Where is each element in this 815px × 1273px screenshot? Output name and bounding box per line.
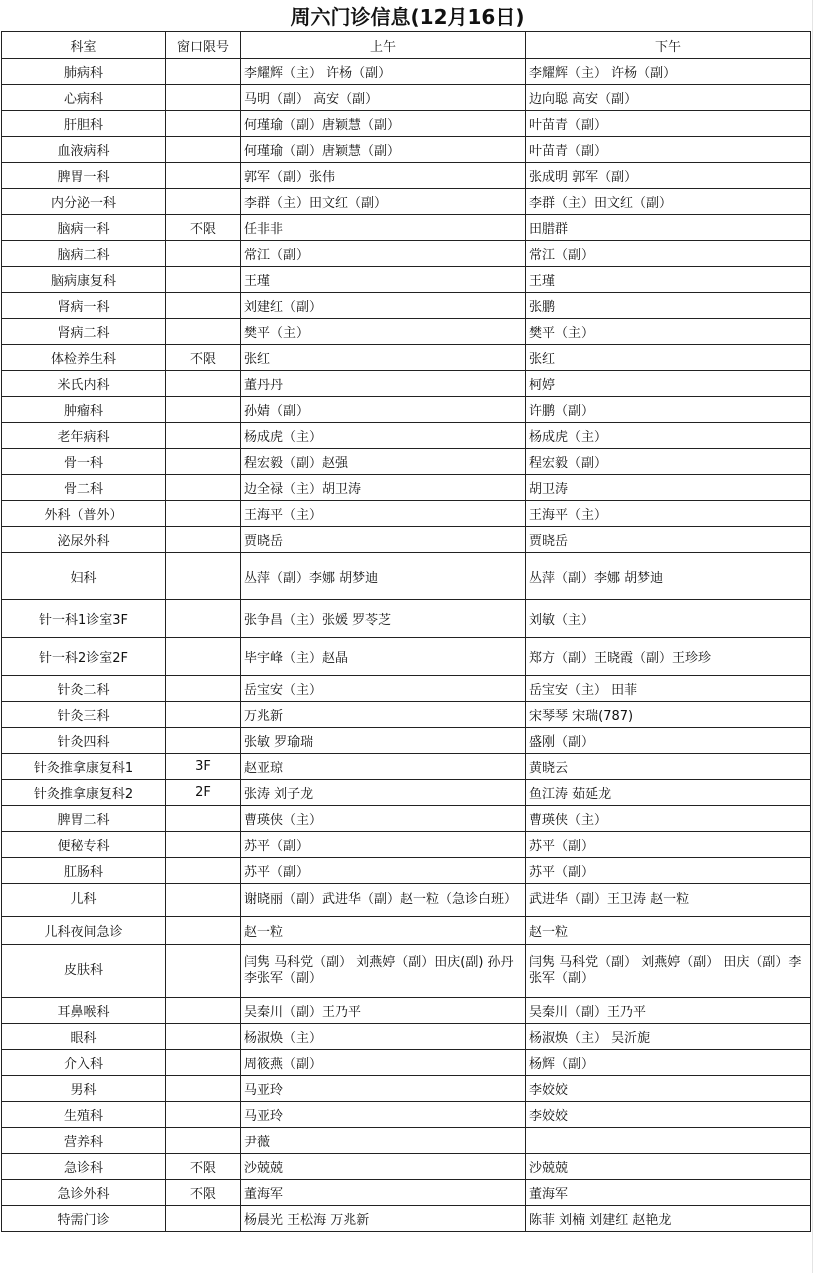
table-row (2, 267, 811, 293)
dept-cell: 外科（普外） (2, 501, 166, 527)
pm-cell: 边向聪 高安（副） (526, 85, 811, 111)
limit-cell (166, 189, 241, 215)
am-cell: 樊平（主） (241, 319, 526, 345)
table-row (2, 858, 811, 884)
header-pm: 下午 (526, 32, 811, 59)
schedule-table (1, 31, 811, 1232)
pm-cell: 王海平（主） (526, 501, 811, 527)
pm-cell: 董海军 (526, 1180, 811, 1206)
pm-cell: 叶苗青（副） (526, 137, 811, 163)
am-cell: 岳宝安（主） (241, 676, 526, 702)
am-cell: 杨晨光 王松海 万兆新 (241, 1206, 526, 1232)
am-cell: 王海平（主） (241, 501, 526, 527)
am-cell: 边全禄（主）胡卫涛 (241, 475, 526, 501)
pm-cell: 常江（副） (526, 241, 811, 267)
limit-cell: 不限 (166, 1154, 241, 1180)
pm-cell: 岳宝安（主） 田菲 (526, 676, 811, 702)
limit-cell (166, 423, 241, 449)
table-row (2, 137, 811, 163)
am-cell: 曹瑛侠（主） (241, 806, 526, 832)
pm-cell: 闫隽 马科党（副） 刘燕婷（副） 田庆（副）李张军（副） (526, 945, 811, 998)
table-row (2, 1154, 811, 1180)
table-row (2, 728, 811, 754)
table-row (2, 449, 811, 475)
limit-cell (166, 1102, 241, 1128)
table-row (2, 293, 811, 319)
am-cell: 贾晓岳 (241, 527, 526, 553)
dept-cell: 妇科 (2, 553, 166, 600)
table-row (2, 319, 811, 345)
am-cell: 杨淑焕（主） (241, 1024, 526, 1050)
dept-cell: 肝胆科 (2, 111, 166, 137)
dept-cell: 脑病二科 (2, 241, 166, 267)
limit-cell (166, 676, 241, 702)
pm-cell: 吴秦川（副）王乃平 (526, 998, 811, 1024)
limit-cell (166, 945, 241, 998)
limit-cell (166, 475, 241, 501)
dept-cell: 儿科 (2, 884, 166, 917)
pm-cell: 张鹏 (526, 293, 811, 319)
am-cell: 闫隽 马科党（副） 刘燕婷（副）田庆(副) 孙丹 李张军（副） (241, 945, 526, 998)
limit-cell (166, 858, 241, 884)
table-row (2, 945, 811, 998)
table-row (2, 527, 811, 553)
am-cell: 程宏毅（副）赵强 (241, 449, 526, 475)
dept-cell: 脾胃二科 (2, 806, 166, 832)
am-cell: 马明（副） 高安（副） (241, 85, 526, 111)
am-cell: 何瑾瑜（副）唐颖慧（副） (241, 137, 526, 163)
limit-cell (166, 527, 241, 553)
dept-cell: 急诊外科 (2, 1180, 166, 1206)
pm-cell: 李群（主）田文红（副） (526, 189, 811, 215)
am-cell: 马亚玲 (241, 1102, 526, 1128)
pm-cell: 苏平（副） (526, 858, 811, 884)
dept-cell: 脑病一科 (2, 215, 166, 241)
header-am: 上午 (241, 32, 526, 59)
table-row (2, 676, 811, 702)
am-cell: 马亚玲 (241, 1076, 526, 1102)
am-cell: 任非非 (241, 215, 526, 241)
pm-cell: 李姣姣 (526, 1076, 811, 1102)
limit-cell (166, 163, 241, 189)
pm-cell: 杨辉（副） (526, 1050, 811, 1076)
am-cell: 常江（副） (241, 241, 526, 267)
limit-cell (166, 1076, 241, 1102)
am-cell: 郭军（副）张伟 (241, 163, 526, 189)
schedule-body (2, 59, 811, 1232)
dept-cell: 心病科 (2, 85, 166, 111)
pm-cell: 武进华（副）王卫涛 赵一粒 (526, 884, 811, 917)
limit-cell (166, 638, 241, 676)
sheet-gridline (812, 0, 813, 1273)
dept-cell: 肺病科 (2, 59, 166, 85)
limit-cell: 3F (166, 754, 241, 780)
am-cell: 丛萍（副）李娜 胡梦迪 (241, 553, 526, 600)
table-row (2, 884, 811, 917)
limit-cell (166, 397, 241, 423)
dept-cell: 急诊科 (2, 1154, 166, 1180)
limit-cell (166, 600, 241, 638)
am-cell: 沙兢兢 (241, 1154, 526, 1180)
table-row (2, 241, 811, 267)
pm-cell: 柯婷 (526, 371, 811, 397)
dept-cell: 骨二科 (2, 475, 166, 501)
dept-cell: 便秘专科 (2, 832, 166, 858)
am-cell: 尹薇 (241, 1128, 526, 1154)
am-cell: 孙婧（副） (241, 397, 526, 423)
limit-cell (166, 371, 241, 397)
pm-cell: 陈菲 刘楠 刘建红 赵艳龙 (526, 1206, 811, 1232)
dept-cell: 肾病一科 (2, 293, 166, 319)
dept-cell: 介入科 (2, 1050, 166, 1076)
table-row (2, 215, 811, 241)
limit-cell (166, 806, 241, 832)
table-row (2, 501, 811, 527)
dept-cell: 针灸推拿康复科2 (2, 780, 166, 806)
pm-cell: 樊平（主） (526, 319, 811, 345)
table-row (2, 1024, 811, 1050)
pm-cell: 王瑾 (526, 267, 811, 293)
table-row (2, 553, 811, 600)
dept-cell: 生殖科 (2, 1102, 166, 1128)
dept-cell: 特需门诊 (2, 1206, 166, 1232)
limit-cell (166, 998, 241, 1024)
am-cell: 周筱燕（副） (241, 1050, 526, 1076)
dept-cell: 米氏内科 (2, 371, 166, 397)
limit-cell: 不限 (166, 345, 241, 371)
pm-cell: 许鹏（副） (526, 397, 811, 423)
pm-cell: 叶苗青（副） (526, 111, 811, 137)
table-row (2, 189, 811, 215)
table-row (2, 423, 811, 449)
dept-cell: 体检养生科 (2, 345, 166, 371)
am-cell: 万兆新 (241, 702, 526, 728)
table-row (2, 1180, 811, 1206)
limit-cell (166, 1128, 241, 1154)
limit-cell (166, 449, 241, 475)
dept-cell: 脾胃一科 (2, 163, 166, 189)
table-row (2, 1128, 811, 1154)
am-cell: 董丹丹 (241, 371, 526, 397)
limit-cell (166, 884, 241, 917)
pm-cell: 宋琴琴 宋瑞(787) (526, 702, 811, 728)
table-row (2, 917, 811, 945)
limit-cell (166, 728, 241, 754)
dept-cell: 针灸三科 (2, 702, 166, 728)
limit-cell (166, 267, 241, 293)
table-row (2, 832, 811, 858)
limit-cell (166, 319, 241, 345)
dept-cell: 针一科2诊室2F (2, 638, 166, 676)
am-cell: 赵亚琼 (241, 754, 526, 780)
am-cell: 刘建红（副） (241, 293, 526, 319)
dept-cell: 老年病科 (2, 423, 166, 449)
table-row (2, 638, 811, 676)
pm-cell (526, 1128, 811, 1154)
table-row (2, 1102, 811, 1128)
dept-cell: 针灸推拿康复科1 (2, 754, 166, 780)
dept-cell: 肿瘤科 (2, 397, 166, 423)
am-cell: 董海军 (241, 1180, 526, 1206)
am-cell: 赵一粒 (241, 917, 526, 945)
limit-cell (166, 917, 241, 945)
limit-cell (166, 702, 241, 728)
header-dept: 科室 (2, 32, 166, 59)
am-cell: 吴秦川（副）王乃平 (241, 998, 526, 1024)
table-row (2, 1076, 811, 1102)
table-row (2, 475, 811, 501)
header-limit: 窗口限号 (166, 32, 241, 59)
table-row (2, 998, 811, 1024)
pm-cell: 程宏毅（副） (526, 449, 811, 475)
am-cell: 王瑾 (241, 267, 526, 293)
dept-cell: 内分泌一科 (2, 189, 166, 215)
pm-cell: 曹瑛侠（主） (526, 806, 811, 832)
table-row (2, 85, 811, 111)
limit-cell (166, 1024, 241, 1050)
dept-cell: 肛肠科 (2, 858, 166, 884)
table-row (2, 397, 811, 423)
page-title: 周六门诊信息(12月16日) (290, 5, 525, 29)
limit-cell (166, 293, 241, 319)
pm-cell: 鱼江涛 茹延龙 (526, 780, 811, 806)
limit-cell: 不限 (166, 1180, 241, 1206)
dept-cell: 针灸四科 (2, 728, 166, 754)
pm-cell: 郑方（副）王晓霞（副）王珍珍 (526, 638, 811, 676)
am-cell: 苏平（副） (241, 858, 526, 884)
pm-cell: 田腊群 (526, 215, 811, 241)
table-row (2, 600, 811, 638)
am-cell: 何瑾瑜（副）唐颖慧（副） (241, 111, 526, 137)
pm-cell: 杨成虎（主） (526, 423, 811, 449)
dept-cell: 男科 (2, 1076, 166, 1102)
dept-cell: 血液病科 (2, 137, 166, 163)
limit-cell (166, 85, 241, 111)
limit-cell: 不限 (166, 215, 241, 241)
dept-cell: 皮肤科 (2, 945, 166, 998)
pm-cell: 赵一粒 (526, 917, 811, 945)
pm-cell: 刘敏（主） (526, 600, 811, 638)
limit-cell (166, 111, 241, 137)
table-row (2, 1050, 811, 1076)
table-row (2, 163, 811, 189)
table-row (2, 702, 811, 728)
pm-cell: 胡卫涛 (526, 475, 811, 501)
pm-cell: 丛萍（副）李娜 胡梦迪 (526, 553, 811, 600)
am-cell: 毕宇峰（主）赵晶 (241, 638, 526, 676)
am-cell: 杨成虎（主） (241, 423, 526, 449)
pm-cell: 李耀辉（主） 许杨（副） (526, 59, 811, 85)
table-row (2, 780, 811, 806)
limit-cell (166, 241, 241, 267)
am-cell: 李群（主）田文红（副） (241, 189, 526, 215)
limit-cell (166, 1206, 241, 1232)
am-cell: 张红 (241, 345, 526, 371)
header-row (2, 32, 811, 59)
pm-cell: 盛刚（副） (526, 728, 811, 754)
table-row (2, 806, 811, 832)
dept-cell: 营养科 (2, 1128, 166, 1154)
am-cell: 张涛 刘子龙 (241, 780, 526, 806)
pm-cell: 贾晓岳 (526, 527, 811, 553)
dept-cell: 脑病康复科 (2, 267, 166, 293)
pm-cell: 黄晓云 (526, 754, 811, 780)
table-row (2, 111, 811, 137)
pm-cell: 张成明 郭军（副） (526, 163, 811, 189)
am-cell: 张争昌（主）张媛 罗苓芝 (241, 600, 526, 638)
am-cell: 李耀辉（主） 许杨（副） (241, 59, 526, 85)
table-row (2, 371, 811, 397)
limit-cell: 2F (166, 780, 241, 806)
dept-cell: 泌尿外科 (2, 527, 166, 553)
am-cell: 谢晓丽（副）武进华（副）赵一粒（急诊白班） (241, 884, 526, 917)
pm-cell: 沙兢兢 (526, 1154, 811, 1180)
dept-cell: 针一科1诊室3F (2, 600, 166, 638)
limit-cell (166, 832, 241, 858)
am-cell: 张敏 罗瑜瑞 (241, 728, 526, 754)
table-row (2, 345, 811, 371)
dept-cell: 儿科夜间急诊 (2, 917, 166, 945)
pm-cell: 张红 (526, 345, 811, 371)
table-row (2, 754, 811, 780)
limit-cell (166, 553, 241, 600)
limit-cell (166, 137, 241, 163)
limit-cell (166, 1050, 241, 1076)
limit-cell (166, 501, 241, 527)
pm-cell: 李姣姣 (526, 1102, 811, 1128)
limit-cell (166, 59, 241, 85)
pm-cell: 杨淑焕（主） 吴沂旎 (526, 1024, 811, 1050)
dept-cell: 骨一科 (2, 449, 166, 475)
table-row (2, 59, 811, 85)
dept-cell: 眼科 (2, 1024, 166, 1050)
dept-cell: 肾病二科 (2, 319, 166, 345)
table-row (2, 1206, 811, 1232)
pm-cell: 苏平（副） (526, 832, 811, 858)
am-cell: 苏平（副） (241, 832, 526, 858)
dept-cell: 耳鼻喉科 (2, 998, 166, 1024)
dept-cell: 针灸二科 (2, 676, 166, 702)
